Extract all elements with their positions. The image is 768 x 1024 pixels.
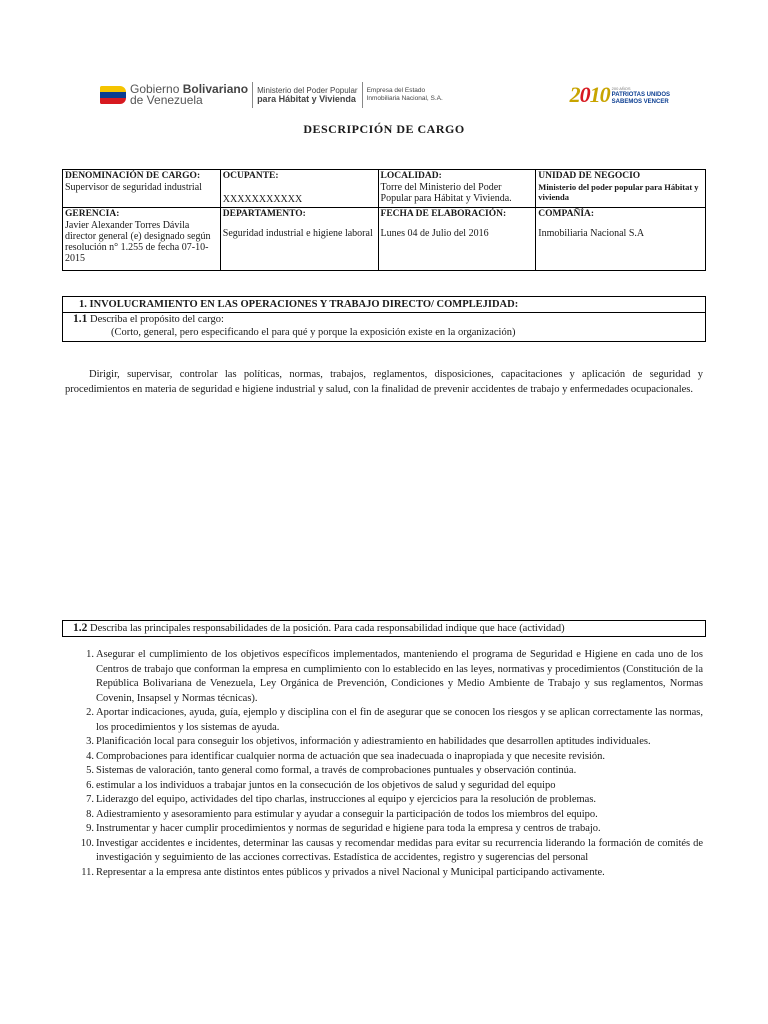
- subsection-text: Describa las principales responsabilidades de la posición. Para cada responsabilidad indique que hace (actividad): [90, 623, 565, 634]
- unidad-cell: [536, 170, 706, 208]
- departamento-label: DEPARTAMENTO:: [222, 209, 306, 219]
- ocupante-value: XXXXXXXXXXX: [222, 194, 303, 205]
- section-1-box: [62, 296, 706, 342]
- purpose-paragraph: Dirigir, supervisar, controlar las políticas, normas, trabajos, reglamentos, disposiciones, capacitaciones y aplicación de seguridad y procedimientos en materia de seguridad e higiene industrial y salud, con la finalidad de prevenir accidentes de trabajo y enfermedades ocupacionales.: [65, 369, 703, 395]
- document-header: [100, 78, 670, 110]
- localidad-label: LOCALIDAD:: [380, 171, 442, 181]
- unidad-label: UNIDAD DE NEGOCIO: [538, 171, 641, 181]
- section-1-title: 1. INVOLUCRAMIENTO EN LAS OPERACIONES Y TRABAJO DIRECTO/ COMPLEJIDAD:: [79, 299, 519, 310]
- gerencia-cell: [63, 208, 221, 271]
- company-name: Empresa del Estado Inmobiliaria Nacional, S.A.: [366, 87, 443, 102]
- venezuela-flag-icon: [100, 84, 126, 106]
- subsection-number: 1.1: [73, 313, 88, 325]
- divider: [252, 82, 253, 108]
- divider: [362, 82, 363, 108]
- bicentenary-number: 2010: [569, 82, 610, 107]
- document-title: DESCRIPCIÓN DE CARGO: [303, 122, 465, 136]
- list-item: 9. Instrumentar y hacer cumplir procedimientos y normas de seguridad e higiene para toda la empresa y centros de trabajo.: [86, 823, 601, 834]
- subsection-number: 1.2: [73, 622, 88, 634]
- denominacion-cell: [63, 170, 221, 208]
- bicentenary-slogan: 200 AÑOS PATRIOTAS UNIDOS SABEMOS VENCER: [611, 85, 670, 105]
- section-1-1: [63, 312, 705, 341]
- denominacion-value: Supervisor de seguridad industrial: [65, 182, 202, 193]
- list-item: 7. Liderazgo del equipo, actividades del tipo charlas, instrucciones al equipo y ejercicios para la resolución de problemas.: [86, 794, 597, 805]
- responsibilities-list: [80, 648, 703, 880]
- list-item: 10. Investigar accidentes e incidentes, determinar las causas y recomendar medidas para evitar su recurrencia liderando la formación de comités de investigación y seguimiento de las acciones correctivas. Estadística de accidentes, registro y sugerencias del personal: [80, 837, 703, 863]
- subsection-note: (Corto, general, pero especificando el para qué y porque la exposición existe en la organización): [111, 327, 516, 338]
- list-item: 4. Comprobaciones para identificar cualquier norma de actuación que sea inadecuada o inapropiada y que necesite revisión.: [86, 750, 606, 762]
- compania-cell: [536, 208, 706, 271]
- list-item: 5. Sistemas de valoración, tanto general como formal, a través de comprobaciones puntuales y observación continúa.: [86, 765, 577, 776]
- section-1-2: [63, 621, 705, 636]
- government-name: Gobierno Bolivariano de Venezuela: [130, 82, 249, 107]
- gerencia-label: GERENCIA:: [65, 209, 120, 219]
- table-row: [63, 208, 706, 271]
- departamento-cell: [220, 208, 378, 271]
- localidad-cell: [378, 170, 536, 208]
- compania-label: COMPAÑÍA:: [538, 209, 595, 219]
- unidad-value: Ministerio del poder popular para Hábitat y vivienda: [538, 182, 699, 202]
- ocupante-cell: [220, 170, 378, 208]
- list-item: 3. Planificación local para conseguir los objetivos, información y adiestramiento en habilidades que desarrollen aptitudes individuales.: [86, 736, 651, 747]
- government-logo: [100, 80, 443, 110]
- gerencia-value: Javier Alexander Torres Dávila director general (e) designado según resolución n° 1.255 de fecha 07-10-2015: [65, 220, 211, 264]
- list-item: 11. Representar a la empresa ante distintos entes públicos y privados a nivel Nacional y Municipal participando activamente.: [81, 866, 605, 878]
- table-row: [63, 170, 706, 208]
- ocupante-label: OCUPANTE:: [222, 171, 279, 181]
- subsection-text: Describa el propósito del cargo:: [90, 314, 224, 325]
- fecha-cell: [378, 208, 536, 271]
- list-item: 6. estimular a los individuos a trabajar juntos en la consecución de los objetivos de salud y seguridad del equipo: [86, 779, 556, 791]
- denominacion-label: DENOMINACIÓN DE CARGO:: [65, 171, 201, 181]
- ministry-name: Ministerio del Poder Popular para Hábitat y Vivienda: [257, 86, 358, 104]
- list-item: 8. Adiestramiento y asesoramiento para estimular y ayudar a conseguir la participación de todos los miembros del equipo.: [86, 808, 598, 820]
- fecha-label: FECHA DE ELABORACIÓN:: [380, 209, 507, 219]
- departamento-value: Seguridad industrial e higiene laboral: [222, 228, 373, 239]
- localidad-value: Torre del Ministerio del Poder Popular para Hábitat y Vivienda.: [380, 182, 512, 204]
- fecha-value: Lunes 04 de Julio del 2016: [380, 228, 489, 239]
- list-item: 2. Aportar indicaciones, ayuda, guía, ejemplo y disciplina con el fin de asegurar que se conocen los riesgos y se aplican correctamente las normas, los procedimientos y los sistemas de ayuda.: [86, 707, 703, 733]
- list-item: 1. Asegurar el cumplimiento de los objetivos específicos implementados, manteniendo el programa de Seguridad e Higiene en cada uno de los Centros de trabajo que conforman la empresa en cumplimiento con lo establecido en las leyes, normativas y procedimientos (Constitución de la República Bolivariana de Venezuela, Ley Orgánica de Prevención, Condiciones y Medio Ambiente de Trabajo y sus reglamentos, Normas Covenin, Insapsel y Normas técnicas).: [86, 649, 703, 704]
- compania-value: Inmobiliaria Nacional S.A: [538, 228, 645, 239]
- bicentenary-logo: [570, 82, 670, 108]
- section-1-2-box: [62, 620, 706, 637]
- job-info-table: [62, 169, 706, 271]
